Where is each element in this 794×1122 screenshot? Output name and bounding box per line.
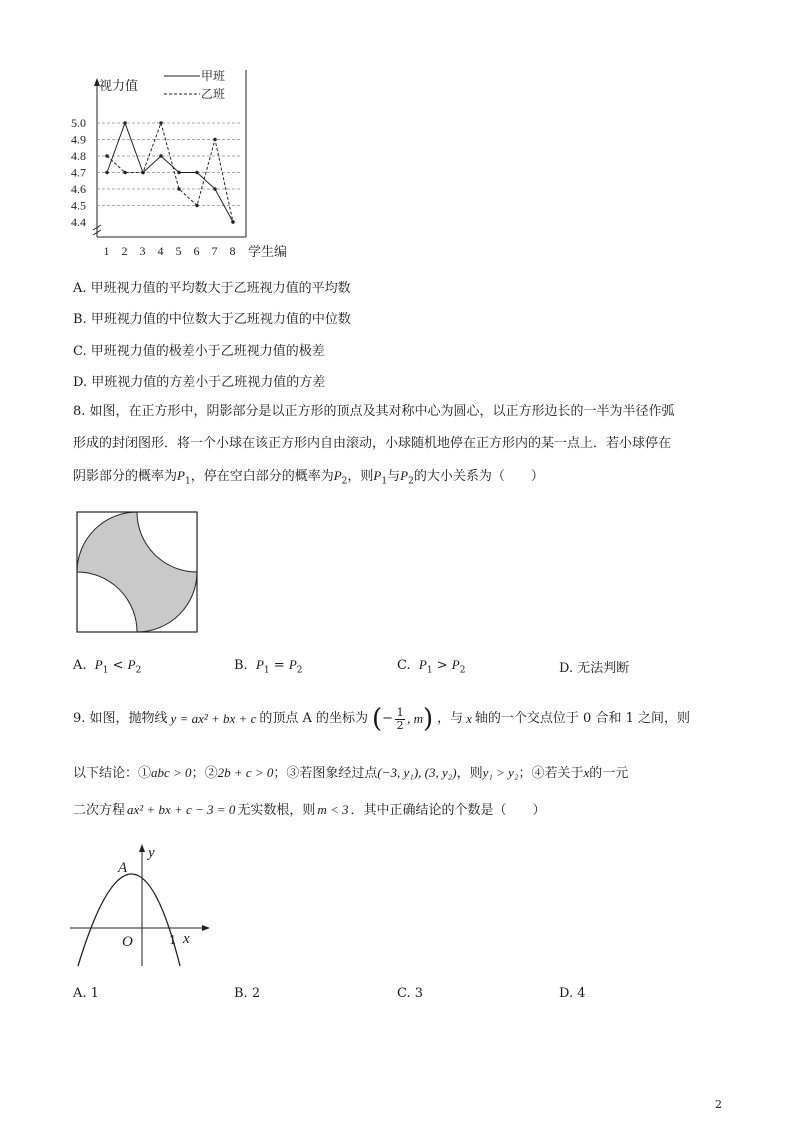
data-point [195,204,198,207]
y-tick-label: 4.8 [71,149,86,163]
q9-line-2: 以下结论：①abc > 0；②2b + c > 0；③若图象经过点(−3, y₁), (3, y₂)，则y₁ > y₂；④若关于x的一元 [73,765,629,781]
x-axis-label: 学生编 [248,244,288,259]
parabola-graph [68,840,218,970]
legend-label-yi: 乙班 [201,87,226,101]
x-tick-label: 2 [121,244,128,258]
data-point [123,121,126,124]
shaded-region [77,512,197,632]
q9-line-3: 二次方程 ax² + bx + c − 3 = 0 无实数根，则 m < 3 ．其中正确结论的个数是（ ） [73,802,546,818]
q9-option-b: B. 2 [234,986,261,1001]
y-tick-label: 4.9 [71,132,86,147]
data-point [213,187,216,190]
x-tick-label: 6 [193,244,200,258]
y-tick-label: 4.7 [71,165,86,180]
tick-label-one: 1 [169,933,176,948]
q9-option-d: D. 4 [559,986,586,1001]
q9-option-a: A. 1 [73,986,99,1001]
data-point [123,171,126,174]
q8-option-a: A. $P_1 < P_2$ [73,657,142,676]
x-tick-label: 4 [157,244,164,258]
data-point [159,154,162,157]
parabola-curve [78,874,180,966]
q7-option-a: A. 甲班视力值的平均数大于乙班视力值的平均数 [73,281,351,296]
x-tick-label: 7 [211,244,218,258]
vertex-coordinate: ( − 1 2 , m ) [372,704,434,734]
x-axis-label: x [183,931,190,947]
data-point [231,220,234,223]
q9-option-c: C. 3 [397,986,424,1001]
legend-label-jia: 甲班 [201,69,226,83]
q8-line-3: 阴影部分的概率为$P_1$，停在空白部分的概率为$P_2$，则$P_1$与$P_2$的大小关系为（ ） [73,468,544,487]
q7-option-c: C. 甲班视力值的极差小于乙班视力值的极差 [73,344,325,359]
data-point [141,171,144,174]
data-point [213,138,216,141]
origin-label: O [122,934,133,950]
q8-line-2: 形成的封闭图形．将一个小球在该正方形内自由滚动，小球随机地停在正方形内的某一点上．若小球停在 [73,436,672,451]
eye-sight-line-chart [60,62,320,262]
x-axis-arrow [202,925,210,931]
data-point [195,171,198,174]
page-number: 2 [715,1098,722,1111]
y-axis-label: y [148,845,155,861]
x-tick-label: 3 [139,244,146,258]
y-tick-label: 5.0 [71,116,86,130]
y-tick-label: 4.4 [71,215,86,229]
q8-option-d: D. 无法判断 [559,661,630,676]
vertex-label-a: A [118,860,128,876]
x-tick-label: 8 [229,244,236,258]
q7-option-d: D. 甲班视力值的方差小于乙班视力值的方差 [73,375,326,390]
q7-option-b: B. 甲班视力值的中位数大于乙班视力值的中位数 [73,312,351,327]
data-point [105,154,108,157]
q8-option-b: B. $P_1 = P_2$ [234,657,303,676]
y-axis-arrow [139,844,145,852]
q9-line-1: 9. 如图，抛物线 y = ax² + bx + c 的顶点 A 的坐标为 ( − 1 2 , m ) ，与 x 轴的一个交点位于 0 合和 1 之间，则 [73,704,690,734]
x-tick-label: 1 [103,244,110,258]
x-tick-label: 5 [175,244,182,258]
data-point [105,171,108,174]
q8-option-c: C. $P_1 > P_2$ [397,657,466,676]
y-tick-label: 4.5 [71,198,86,213]
data-point [177,171,180,174]
y-tick-label: 4.6 [71,182,86,196]
data-point [177,187,180,190]
data-point [159,121,162,124]
y-axis-label: 视力值 [99,78,139,93]
q8-line-1: 8. 如图，在正方形中，阴影部分是以正方形的顶点及其对称中心为圆心，以正方形边长的一半为半径作弧 [73,404,675,419]
square-shaded-figure [75,510,199,634]
